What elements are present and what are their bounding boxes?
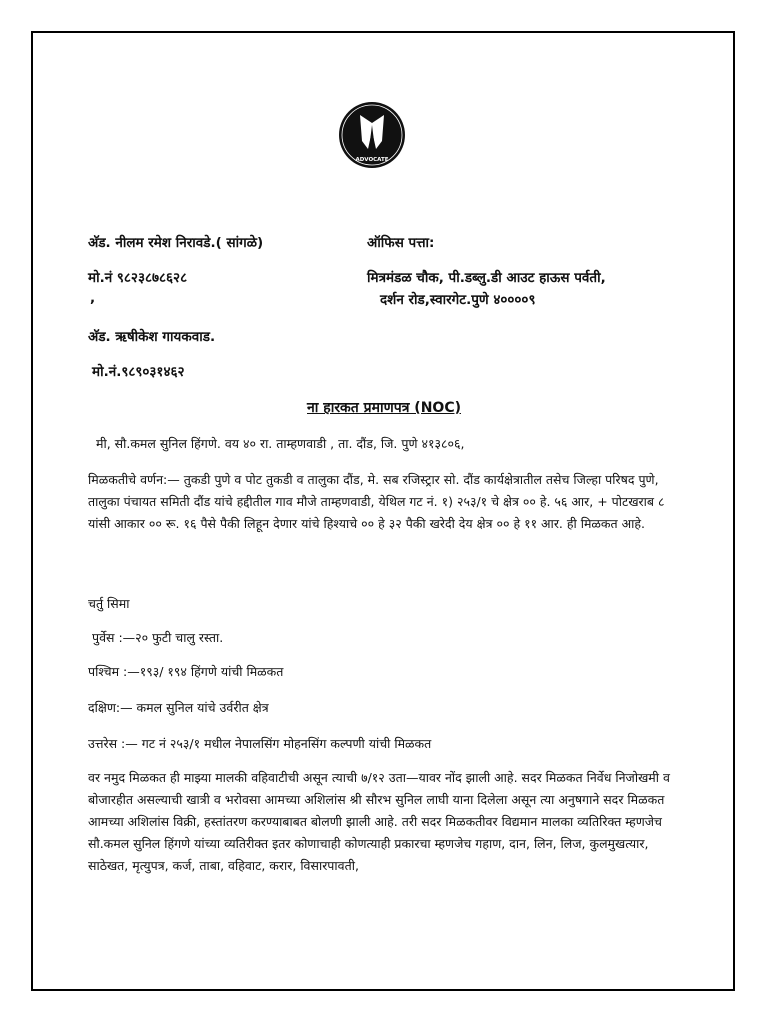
document-title: ना हारकत प्रमाणपत्र (NOC) xyxy=(307,400,461,416)
boundary-north: उत्तरेस :— गट नं २५३/१ मधील नेपालसिंग मोहनसिंग कल्पणी यांची मिळकत xyxy=(88,736,432,751)
office-address-label: ऑफिस पत्ता: xyxy=(367,235,435,251)
intro-paragraph: मी, सौ.कमल सुनिल हिंगणे. वय ४० रा. ताम्हणवाडी , ता. दौंड, जि. पुणे ४१३८०६, xyxy=(96,436,465,451)
advocate1-name: अ‍ॅड. नीलम रमेश निरावडे.( सांगळे) xyxy=(88,235,264,251)
advocate2-mobile: मो.नं.९८९०३१४६२ xyxy=(92,364,185,380)
boundaries-heading: चर्तु सिमा xyxy=(88,596,130,611)
office-address-line1: मित्रमंडळ चौक, पी.डब्लु.डी आउट हाऊस पर्वती, xyxy=(367,270,606,286)
boundary-east: पुर्वेस :—२० फुटी चालु रस्ता. xyxy=(92,630,224,645)
boundary-west: पश्चिम :—१९३/ १९४ हिंगणे यांची मिळकत xyxy=(88,664,284,679)
office-address-line2: दर्शन रोड,स्वारगेट.पुणे ४००००९ xyxy=(380,292,536,308)
boundary-south: दक्षिण:— कमल सुनिल यांचे उर्वरीत क्षेत्र xyxy=(88,700,269,715)
property-description: मिळकतीचे वर्णन:— तुकडी पुणे व पोट तुकडी व तालुका दौंड, मे. सब रजिस्ट्रार सो. दौंड कार्यक्षेत्रातील तसेच जिल्हा परिषद पुणे, तालुका पंचायत समिती दौंड यांचे हद्दीतील गाव मौजे ताम्हणवाडी, येथिल गट नं. १) २५३/१ चे क्षेत्र ०० हे. ५६ आर, + पोटखराब ८ यांसी आकार ०० रू. १६ पैसे पैकी लिहून देणार यांचे हिश्याचे ०० हे ३२ पैकी खरेदी देय क्षेत्र ०० हे ११ आर. ही मिळकत आहे. xyxy=(88,472,665,531)
header-comma: , xyxy=(90,290,96,306)
logo-text: ADVOCATE xyxy=(355,157,389,163)
closing-paragraph: वर नमुद मिळकत ही माझ्या मालकी वहिवाटीची असून त्याची ७/१२ उता—यावर नोंद झाली आहे. सदर मिळकत निर्वेध निजोखमी व बोजारहीत असल्याची खात्री व भरोवसा आमच्या अशिलांस श्री सौरभ सुनिल लाघी याना दिलेला असून त्या अनुषगाने सदर मिळकत आमच्या अशिलांस विक्री, हस्तांतरण करण्याबाबत बोलणी झाली आहे. तरी सदर मिळकतीवर विद्यमान मालका व्यतिरिक्त म्हणजेच सौ.कमल सुनिल हिंगणे यांच्या व्यतिरीक्त इतर कोणाचाही कोणत्याही प्रकारचा म्हणजेच गहाण, दान, लिन, लिज, कुलमुखत्यार, साठेखत, मृत्युपत्र, कर्ज, ताबा, वहिवाट, करार, विसारपावती, xyxy=(88,770,670,873)
advocate-logo xyxy=(338,101,406,169)
advocate1-mobile: मो.नं ९८२३८७८६२८ xyxy=(88,270,188,286)
advocate2-name: अ‍ॅड. ऋषीकेश गायकवाड. xyxy=(88,329,216,345)
